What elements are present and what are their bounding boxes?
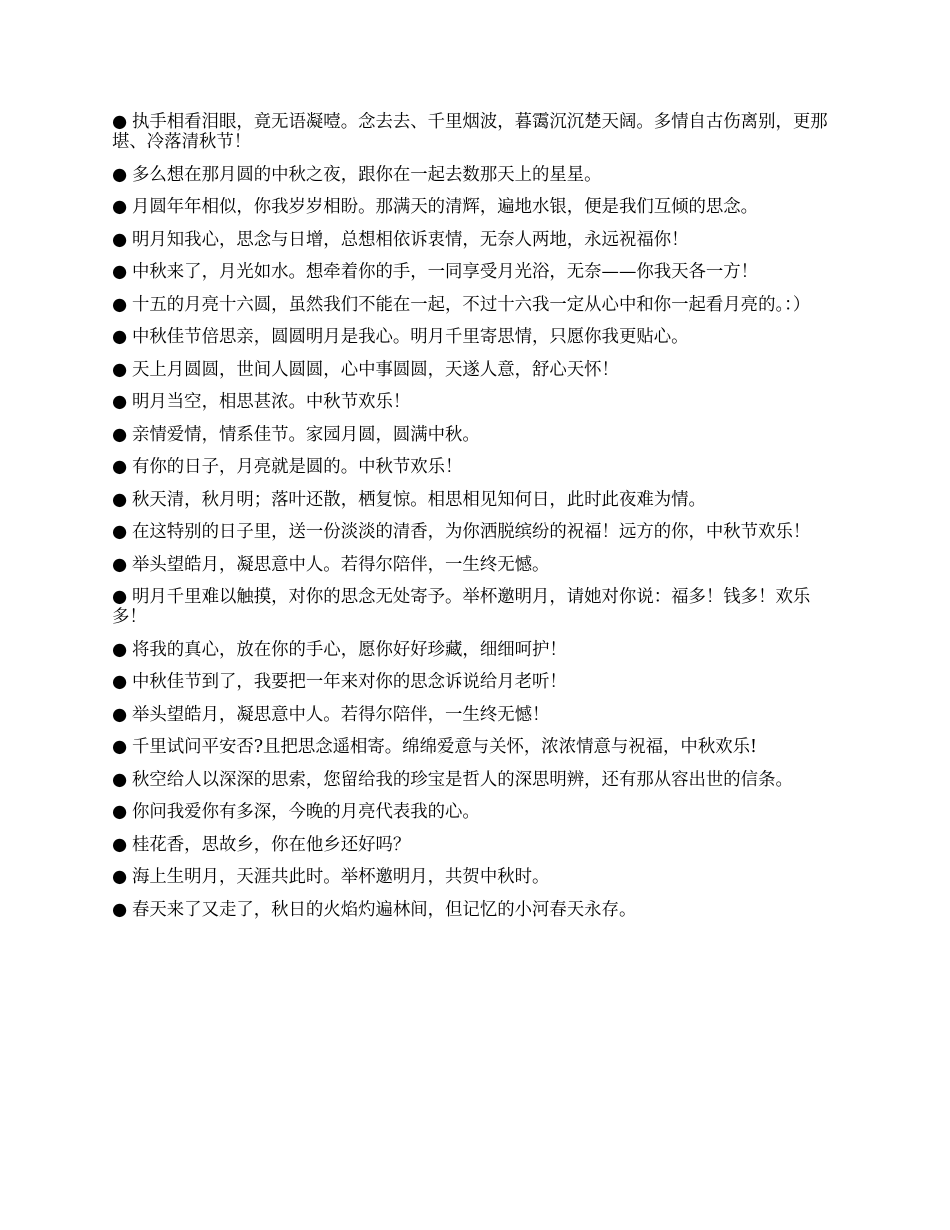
bullet-icon: ● <box>112 672 128 692</box>
list-item <box>112 457 832 477</box>
list-item-text: 举头望皓月，凝思意中人。若得尔陪伴，一生终无憾！ <box>132 704 550 725</box>
bullet-icon: ● <box>112 639 128 660</box>
list-item <box>112 737 832 757</box>
bullet-icon: ● <box>112 359 128 380</box>
list-item-text: 中秋佳节倍思亲，圆圆明月是我心。明月千里寄思情，只愿你我更贴心。 <box>132 327 689 347</box>
bullet-icon: ● <box>112 899 128 920</box>
bullet-icon: ● <box>112 834 128 855</box>
bullet-icon: ● <box>112 164 128 185</box>
list-item <box>112 490 832 510</box>
list-item-text: 中秋佳节到了，我要把一年来对你的思念诉说给月老听！ <box>132 672 567 692</box>
bullet-icon: ● <box>112 867 128 887</box>
list-item-text: 明月当空，相思甚浓。中秋节欢乐！ <box>132 392 411 412</box>
list-item <box>112 425 832 445</box>
list-item-text: 桂花香，思故乡，你在他乡还好吗？ <box>132 834 411 855</box>
list-item-text: 月圆年年相似，你我岁岁相盼。那满天的清辉，遍地水银，便是我们互倾的思念。 <box>132 197 759 217</box>
list-item <box>112 867 832 887</box>
list-item-text: 在这特别的日子里，送一份淡淡的清香，为你洒脱缤纷的祝福！远方的你，中秋节欢乐！ <box>132 522 811 542</box>
bullet-icon: ● <box>112 392 128 412</box>
list-item-text: 春天来了又走了，秋日的火焰灼遍林间，但记忆的小河春天永存。 <box>132 899 637 920</box>
list-item-text: 执手相看泪眼，竟无语凝噎。念去去、千里烟波，暮霭沉沉楚天阔。多情自古伤离别，更那堪、冷落清秋节！ <box>112 112 828 152</box>
bullet-icon: ● <box>112 294 128 315</box>
list-item <box>112 835 832 855</box>
list-item-text: 将我的真心，放在你的手心，愿你好好珍藏，细细呵护！ <box>132 639 567 660</box>
bullet-icon: ● <box>112 489 128 510</box>
list-item <box>112 522 832 542</box>
bullet-icon: ● <box>112 457 128 477</box>
list-item-text: 秋天清，秋月明；落叶还散，栖复惊。相思相见知何日，此时此夜难为情。 <box>132 489 706 510</box>
list-item <box>112 802 832 822</box>
list-item <box>112 327 832 347</box>
list-item-text: 举头望皓月，凝思意中人。若得尔陪伴，一生终无憾。 <box>132 554 550 575</box>
list-item-text: 亲情爱情，情系佳节。家园月圆，圆满中秋。 <box>132 424 480 445</box>
list-item-text: 千里试问平安否?且把思念遥相寄。绵绵爱意与关怀，浓浓情意与祝福，中秋欢乐! <box>132 737 757 757</box>
list-item <box>112 230 832 250</box>
list-item <box>112 197 832 217</box>
list-item <box>112 587 832 627</box>
bullet-icon: ● <box>112 424 128 445</box>
list-item-text: 秋空给人以深深的思索，您留给我的珍宝是哲人的深思明辨，还有那从容出世的信条。 <box>132 769 793 790</box>
list-item <box>112 165 832 185</box>
list-item-text: 十五的月亮十六圆，虽然我们不能在一起，不过十六我一定从心中和你一起看月亮的。：） <box>132 294 811 315</box>
bullet-icon: ● <box>112 587 128 607</box>
bullet-icon: ● <box>112 704 128 725</box>
list-item-text: 明月知我心，思念与日增，总想相依诉衷情，无奈人两地，永远祝福你！ <box>132 229 689 250</box>
list-item <box>112 392 832 412</box>
bullet-icon: ● <box>112 522 128 542</box>
bullet-icon: ● <box>112 554 128 575</box>
list-item <box>112 295 832 315</box>
bullet-list <box>112 112 832 932</box>
list-item-text: 中秋来了，月光如水。想牵着你的手，一同享受月光浴，无奈——你我天各一方！ <box>132 262 759 282</box>
list-item-text: 多么想在那月圆的中秋之夜，跟你在一起去数那天上的星星。 <box>132 164 602 185</box>
bullet-icon: ● <box>112 197 128 217</box>
list-item-text: 海上生明月，天涯共此时。举杯邀明月，共贺中秋时。 <box>132 867 550 887</box>
list-item <box>112 900 832 920</box>
list-item <box>112 112 832 152</box>
list-item-text: 你问我爱你有多深，今晚的月亮代表我的心。 <box>132 802 480 822</box>
list-item-text: 天上月圆圆，世间人圆圆，心中事圆圆，天遂人意，舒心天怀！ <box>132 359 619 380</box>
list-item <box>112 672 832 692</box>
bullet-icon: ● <box>112 327 128 347</box>
bullet-icon: ● <box>112 769 128 790</box>
list-item <box>112 640 832 660</box>
list-item-text: 有你的日子，月亮就是圆的。中秋节欢乐！ <box>132 457 463 477</box>
list-item <box>112 555 832 575</box>
bullet-icon: ● <box>112 737 128 757</box>
list-item <box>112 770 832 790</box>
bullet-icon: ● <box>112 262 128 282</box>
bullet-icon: ● <box>112 112 128 132</box>
list-item-text: 明月千里难以触摸，对你的思念无处寄予。举杯邀明月，请她对你说：福多！钱多！欢乐多！ <box>112 587 811 627</box>
list-item <box>112 262 832 282</box>
list-item <box>112 705 832 725</box>
list-item <box>112 360 832 380</box>
bullet-icon: ● <box>112 802 128 822</box>
bullet-icon: ● <box>112 229 128 250</box>
